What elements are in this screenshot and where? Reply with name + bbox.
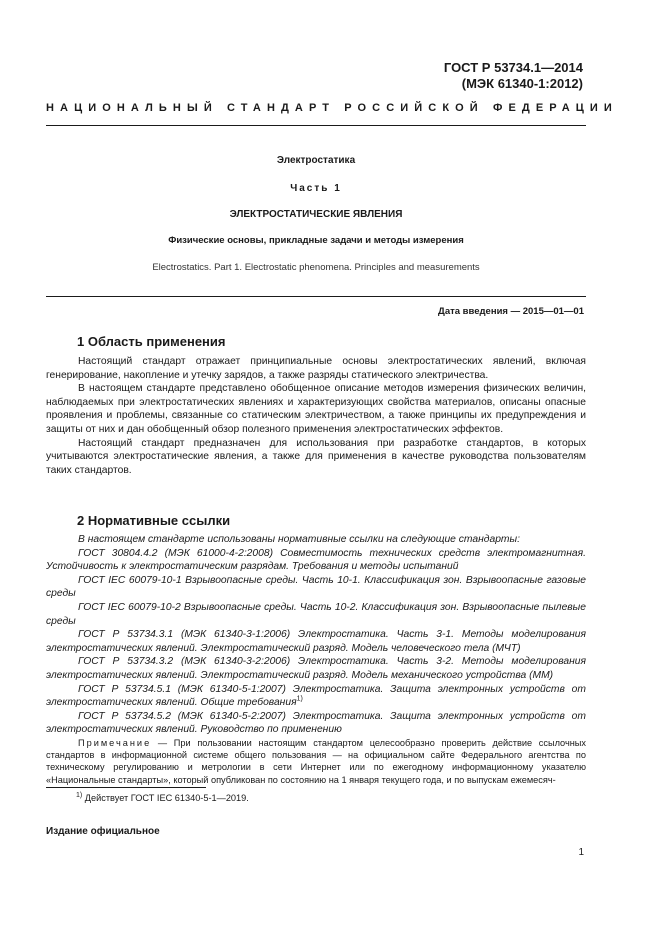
reference-item: ГОСТ IEC 60079-10-2 Взрывоопасные среды. Часть 10-2. Классификация зон. Взрывоопасные пылевые среды [46, 601, 586, 627]
gost-number: ГОСТ Р 53734.1—2014 [443, 60, 583, 75]
note [46, 737, 586, 786]
paragraph: Настоящий стандарт отражает принципиальные основы электростатических явлений, включая генерирование, накопление и утечку зарядов, а также разряды статического электричества. [46, 356, 586, 381]
reference-item: ГОСТ Р 53734.3.1 (МЭК 61340-3-1:2006) Электростатика. Часть 3-1. Методы моделирования электростатических явлений. Электростатический разряд. Модель человеческого тела (МЧТ) [46, 629, 586, 654]
note-label: Примечание [78, 738, 152, 748]
iec-number: (МЭК 61340-1:2012) [461, 76, 583, 91]
standard-designation [444, 60, 583, 92]
note-text: — При пользовании настоящим стандартом целесообразно проверить действие ссылочных стандартов в информационной системе общего пользования — на официальном сайте Федерального агентства по техническому регулированию и метрологии в сети Интернет или по ежегодному информационному указателю «Национальные стандарты», который опубликован по состоянию на 1 января текущего года, и по выпускам ежемесяч- [46, 738, 586, 785]
page-number: 1 [578, 847, 584, 858]
footnote-text: Действует ГОСТ IEC 61340-5-1—2019. [82, 793, 249, 803]
reference-item: ГОСТ 30804.4.2 (МЭК 61000-4-2:2008) Совместимость технических средств электромагнитная. Устойчивость к электростатическим разрядам. Требования и методы испытаний [46, 547, 586, 573]
reference-text: ГОСТ Р 53734.5.1 (МЭК 61340-5-1:2007) Электростатика. Защита электронных устройств от электростатических явлений. Общие требования [46, 683, 586, 709]
paragraph: Настоящий стандарт предназначен для использования при разработке стандартов, в которых учитываются электростатические явления, а также для применения в качестве руководства пользователям таких стандартов. [46, 437, 586, 476]
national-standard-banner: НАЦИОНАЛЬНЫЙ СТАНДАРТ РОССИЙСКОЙ ФЕДЕРАЦИИ [46, 102, 618, 114]
doc-part: Часть 1 [290, 183, 342, 194]
doc-subtitle-2: Физические основы, прикладные задачи и методы измерения [168, 235, 464, 246]
section-1-body [46, 355, 586, 477]
reference-item: ГОСТ Р 53734.3.2 (МЭК 61340-3-2:2006) Электростатика. Часть 3-2. Методы моделирования электростатических явлений. Электростатический разряд. Модель механического устройства (ММ) [46, 656, 586, 681]
doc-subtitle: ЭЛЕКТРОСТАТИЧЕСКИЕ ЯВЛЕНИЯ [229, 209, 403, 220]
section-2-body [46, 533, 586, 737]
section-1-heading: 1 Область применения [77, 334, 226, 349]
section-2-heading: 2 Нормативные ссылки [77, 513, 231, 528]
reference-item [46, 683, 586, 710]
footnote-ref: 1) [296, 695, 303, 703]
introduction-date: Дата введения — 2015—01—01 [438, 306, 584, 317]
english-title: Electrostatics. Part 1. Electrostatic phenomena. Principles and measurements [152, 262, 480, 273]
footnote-rule [46, 787, 206, 788]
paragraph: В настоящем стандарте представлено обобщенное описание методов измерения физических величин, наблюдаемых при электростатических явлениях и характеризующих свойства материалов, описаны опасные проявления и проблемы, связанные со статическим электричеством, а также принципы их предупреждения и защиты от них и дан обобщенный обзор полезного применения электростатических эффектов. [46, 383, 586, 435]
footnote-mark: 1) [76, 791, 83, 799]
header-rule [46, 125, 586, 126]
footnote [76, 793, 249, 803]
refs-intro: В настоящем стандарте использованы нормативные ссылки на следующие стандарты: [78, 534, 520, 545]
title-rule [46, 296, 586, 297]
reference-item: ГОСТ Р 53734.5.2 (МЭК 61340-5-2:2007) Электростатика. Защита электронных устройств от электростатических явлений. Руководство по применению [46, 710, 586, 736]
reference-item: ГОСТ IEC 60079-10-1 Взрывоопасные среды. Часть 10-1. Классификация зон. Взрывоопасные газовые среды [46, 574, 586, 600]
edition-label: Издание официальное [46, 826, 160, 837]
doc-title: Электростатика [276, 155, 356, 166]
